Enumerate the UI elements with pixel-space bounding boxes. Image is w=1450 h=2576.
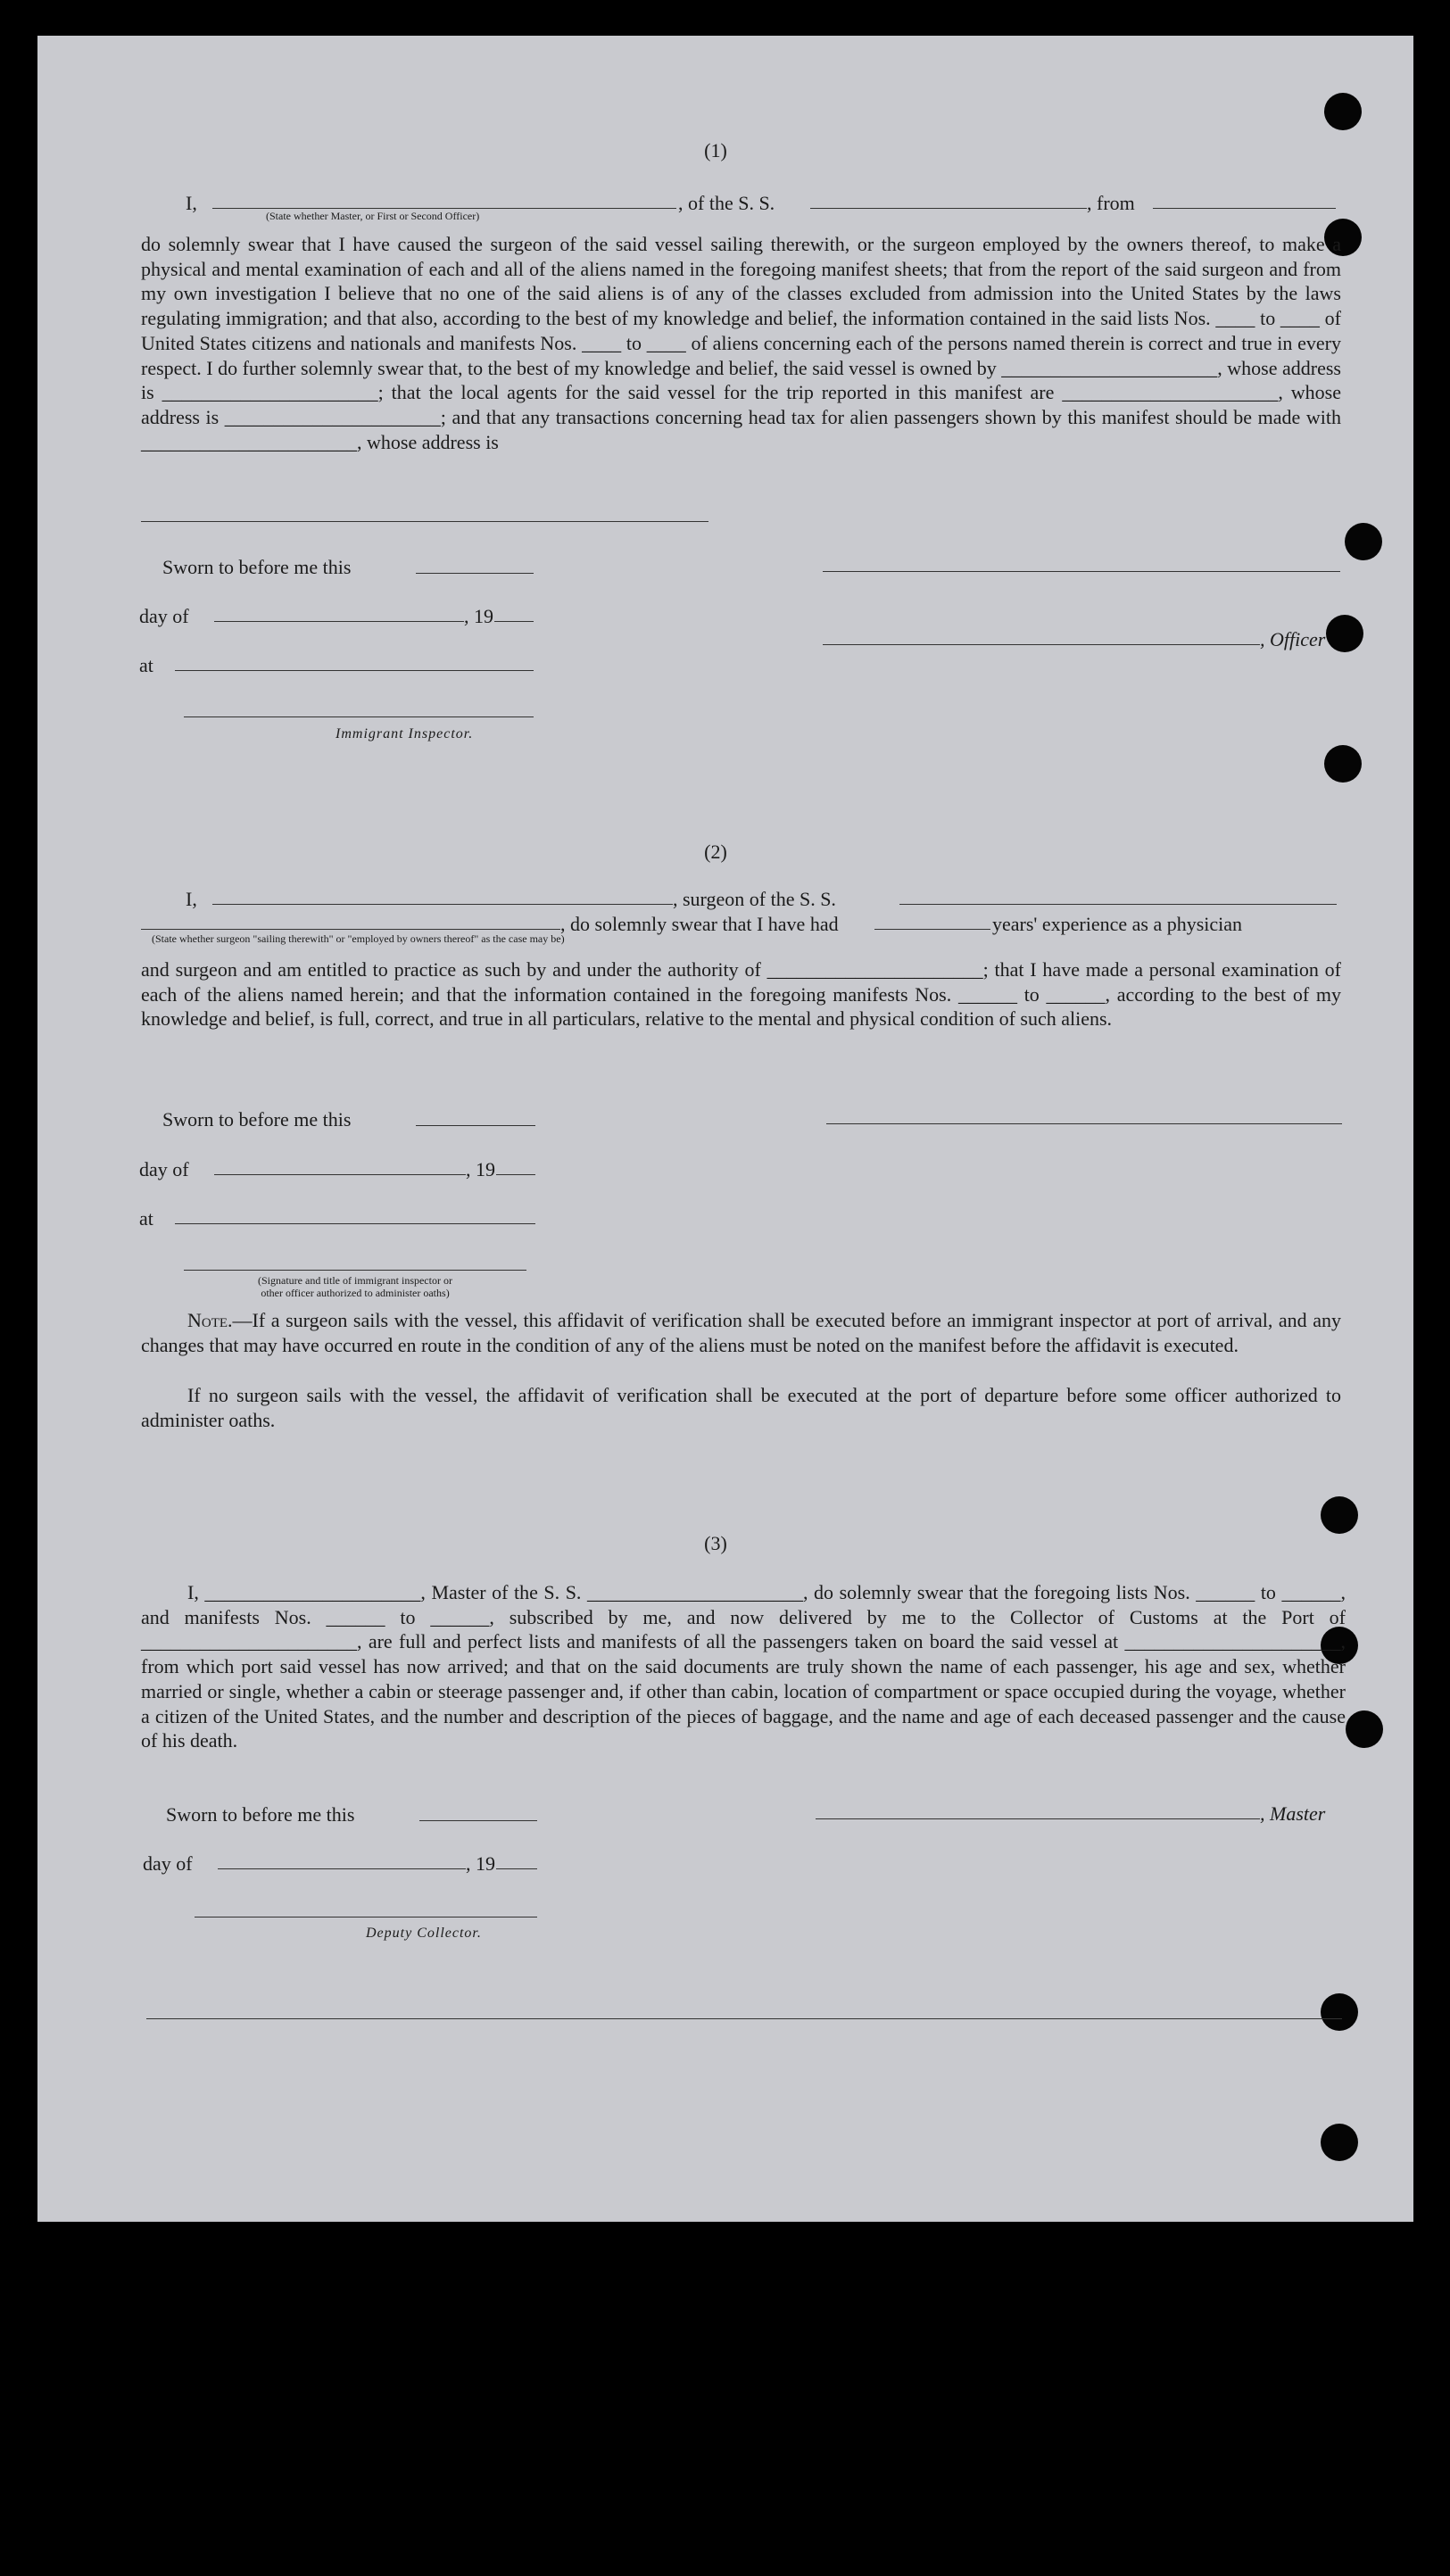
collector-label: Deputy Collector.	[366, 1926, 482, 1941]
sworn-date-blank	[416, 573, 534, 574]
oath-body: do solemnly swear that I have caused the surgeon of the said vessel sailing therewith, or the surgeon employed by the owners thereof, to make a physical and mental examination of each and all of the aliens named in the foregoing manifest sheets; that from the report of the said surgeon and from my own investigation I believe that no one of the said aliens is of any of the classes excluded from admission into the United States by the laws regulating immigration; and that also, according to the best of my knowledge and belief, the information contained in the said lists Nos. ____ to ____ of United States citizens and nationals and manifests Nos. ____ to ____ of aliens concerning each of the persons named therein is correct and true in every respect. I do further solemnly swear that, to the best of my knowledge and belief, the said vessel is owned by ______________________, whose address is ______________________; that the local agents for the said vessel for the trip reported in this manifest are ______________________, whose address is ______________________; and that any transactions concerning head tax for alien passengers shown by this manifest should be made with ______________________, whose address is	[141, 233, 1341, 453]
collector-signature-blank	[195, 1917, 537, 1918]
punch-hole	[1345, 523, 1382, 560]
section-number: (2)	[704, 841, 727, 863]
note-paragraph	[141, 1308, 1341, 1357]
section-number: (3)	[704, 1532, 727, 1554]
signature-note-line: other officer authorized to administer oaths)	[261, 1287, 450, 1299]
sworn-date-blank	[419, 1820, 537, 1821]
at-label: at	[139, 654, 153, 676]
vessel-name-blank	[810, 208, 1087, 209]
surgeon-of-ss-label: , surgeon of the S. S.	[673, 888, 836, 910]
punch-hole	[1321, 2124, 1358, 2161]
oath-body: I, ______________________, Master of the S. S. ______________________, do solemnly swear that the foregoing lists Nos. ______ to ______, and manifests Nos. ______ to ______, subscribed by me, and now delivered by me to the Collector of Customs at the Port of ______________________, are full and perfect lists and manifests of all the passengers taken on board the said vessel at ______________________, from which port said vessel has now arrived; and that on the said documents are truly shown the name of each passenger, his age and sex, whether married or single, whether a cabin or steerage passenger and, if other than cabin, location of compartment or space occupied during the voyage, whether a citizen of the United States, and the number and description of the pieces of baggage, and the name and age of each deceased passenger and the cause of his death.	[141, 1581, 1346, 1752]
punch-hole	[1324, 93, 1362, 130]
surgeon-type-blank	[141, 929, 560, 930]
year-label: , 19	[464, 605, 493, 627]
inspector-signature-blank	[184, 716, 534, 717]
officer-name-blank	[212, 208, 676, 209]
officer-signature-blank	[823, 571, 1340, 572]
place-blank	[175, 1223, 535, 1224]
from-label: , from	[1087, 192, 1135, 214]
year-blank	[496, 1174, 535, 1175]
note-paragraph: If no surgeon sails with the vessel, the affidavit of verification shall be executed at the port of departure before some officer authorized to administer oaths.	[141, 1384, 1341, 1431]
at-label: at	[139, 1207, 153, 1230]
oath-intro: I,	[186, 192, 197, 214]
section-number: (1)	[704, 139, 727, 162]
punch-hole	[1346, 1710, 1383, 1748]
inspector-signature-blank	[184, 1270, 526, 1271]
month-blank	[214, 621, 464, 622]
punch-hole	[1326, 615, 1363, 652]
address-blank	[141, 521, 708, 522]
day-of-label: day of	[143, 1852, 193, 1875]
signature-note-line: (Signature and title of immigrant inspector or	[258, 1274, 452, 1287]
year-blank	[496, 1868, 537, 1869]
note-text: —If a surgeon sails with the vessel, this affidavit of verification shall be executed before an immigrant inspector at port of arrival, and any changes that may have occurred en route in the condition of any of the aliens must be noted on the manifest before the affidavit is executed.	[141, 1309, 1341, 1356]
sworn-label: Sworn to before me this	[162, 1108, 352, 1131]
bottom-rule	[146, 2018, 1342, 2019]
from-port-blank	[1153, 208, 1336, 209]
form-page	[37, 36, 1413, 2222]
master-signature-blank	[816, 1818, 1260, 1819]
punch-hole	[1321, 1496, 1358, 1534]
month-blank	[214, 1174, 466, 1175]
signature-note	[184, 1274, 526, 1299]
inspector-label: Immigrant Inspector.	[336, 726, 474, 741]
day-of-label: day of	[139, 1158, 189, 1180]
oath-body: and surgeon and am entitled to practice as such by and under the authority of ______________________; that I have made a personal examination of each of the aliens named herein; and that the information contained in the foregoing manifests Nos. ______ to ______, according to the best of my knowledge and belief, is full, correct, and true in all particulars, relative to the mental and physical condition of such aliens.	[141, 958, 1341, 1031]
officer-note: (State whether Master, or First or Second Officer)	[266, 210, 480, 222]
oath-intro: I,	[186, 888, 197, 910]
note-label: Note.	[187, 1309, 233, 1331]
punch-hole	[1324, 745, 1362, 783]
sworn-label: Sworn to before me this	[162, 556, 352, 578]
sworn-date-blank	[416, 1125, 535, 1126]
surgeon-name-blank	[212, 904, 673, 905]
year-label: , 19	[466, 1852, 495, 1875]
month-blank	[218, 1868, 466, 1869]
surgeon-note: (State whether surgeon "sailing therewith" or "employed by owners thereof" as the case may be)	[152, 932, 565, 945]
vessel-name-blank	[899, 904, 1337, 905]
master-label: , Master	[1260, 1802, 1326, 1825]
sworn-label: Sworn to before me this	[166, 1803, 355, 1826]
years-blank	[874, 929, 990, 930]
punch-hole	[1321, 1993, 1358, 2031]
year-label: , 19	[466, 1158, 495, 1180]
year-blank	[494, 621, 534, 622]
day-of-label: day of	[139, 605, 189, 627]
officer-label: , Officer	[1260, 628, 1326, 650]
of-the-ss-label: , of the S. S.	[678, 192, 775, 214]
place-blank	[175, 670, 534, 671]
swear-label: , do solemnly swear that I have had	[560, 913, 839, 935]
surgeon-signature-blank	[826, 1123, 1342, 1124]
experience-label: years' experience as a physician	[992, 913, 1243, 935]
officer-title-blank	[823, 644, 1260, 645]
